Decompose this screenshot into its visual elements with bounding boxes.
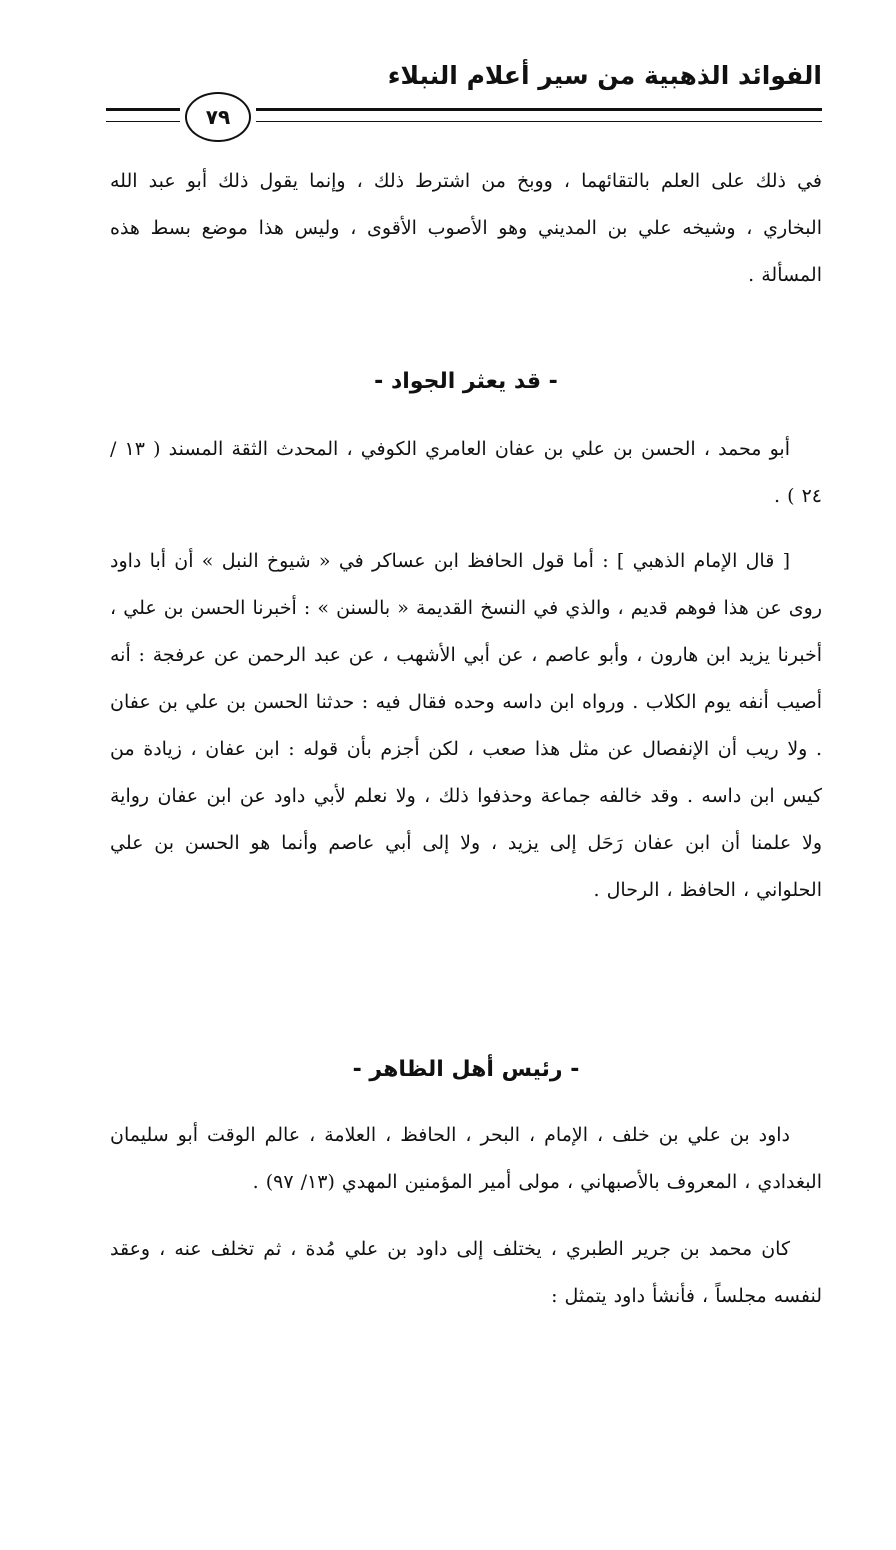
page-number-badge: ٧٩ (185, 92, 251, 142)
paragraph-biography-2: داود بن علي بن خلف ، الإمام ، البحر ، الحافظ ، العلامة ، عالم الوقت أبو سليمان البغدادي ، المعروف بالأصبهاني ، مولى أمير المؤمنين المهدي (١٣/ ٩٧) . (110, 1124, 822, 1193)
paragraph-continuation: في ذلك على العلم بالتقائهما ، ووبخ من اشترط ذلك ، وإنما يقول ذلك أبو عبد الله البخاري ، وشيخه علي بن المديني وهو الأصوب الأقوى ، وليس هذا موضع بسط هذه المسألة . (110, 170, 822, 286)
paragraph-biography-1: أبو محمد ، الحسن بن علي بن عفان العامري الكوفي ، المحدث الثقة المسند ( ١٣ / ٢٤ ) . (110, 438, 822, 507)
section-heading-1: - قد يعثر الجواد - (374, 369, 558, 394)
paragraph-dhahabi-comment: [ قال الإمام الذهبي ] : أما قول الحافظ ابن عساكر في « شيوخ النبل » أن أبا داود روى عن هذا فوهم قديم ، والذي في النسخ القديمة « بالسنن » : أخبرنا الحسن بن علي ، أخبرنا يزيد ابن هارون ، وأبو عاصم ، عن أبي الأشهب ، عن عبد الرحمن عن عرفجة : أنه أصيب أنفه يوم الكلاب . ورواه ابن داسه وحده فقال فيه : حدثنا الحسن بن علي بن عفان . ولا ريب أن الإنفصال عن مثل هذا صعب ، لكن أجزم بأن قوله : ابن عفان ، زيادة من كيس ابن داسه . وقد خالفه جماعة وحذفوا ذلك ، ولا نعلم لأبي داود عن ابن عفان رواية ولا علمنا أن ابن عفان رَحَل إلى يزيد ، ولا إلى أبي عاصم وأنما هو الحسن بن علي الحلواني ، الحافظ ، الرحال . (110, 550, 822, 901)
header-rule-left-thin (106, 121, 180, 122)
section-heading-2: - رئيس أهل الظاهر - (352, 1057, 580, 1082)
header-rule-right-thick (256, 108, 822, 111)
header-rule-right-thin (256, 121, 822, 122)
running-head-title: الفوائد الذهبية من سير أعلام النبلاء (387, 61, 822, 90)
header-rule-left-thick (106, 108, 180, 111)
paragraph-tabari-anecdote: كان محمد بن جرير الطبري ، يختلف إلى داود بن علي مُدة ، ثم تخلف عنه ، وعقد لنفسه مجلساً ، فأنشأ داود يتمثل : (110, 1238, 822, 1307)
